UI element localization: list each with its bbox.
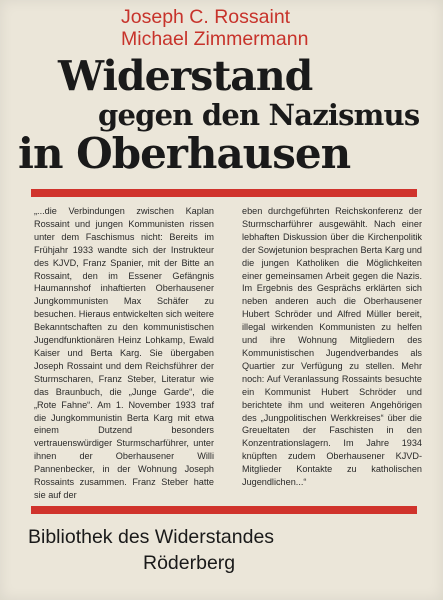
title-line-1: Widerstand (58, 52, 313, 100)
excerpt-left-column: „...die Verbindungen zwischen Kaplan Rossaint und jungen Kommunisten rissen unter dem Faschismus nicht: Bereits im Frühjahr 1933 wandte sich der Instrukteur des KJVD, Franz Spanier, mit der Bitte an Rossaint, den im Essener Gefängnis Haumannshof inhaftierten Oberhausener Jungkommunisten Max Schäfer zu besuchen. Hieraus entwickelten sich weitere Bekanntschaften zu den kommunistischen Jugendfunktionären Heinz Lohkamp, Ewald Kaiser und Berta Karg. Sie übergaben Joseph Rossaint und dem Reichsführer der Sturmscharen, Franz Steber, Literatur wie das Braunbuch, die „Junge Garde“, die „Rote Fahne“. Am 1. November 1933 traf die Jungkommunistin Berta Karg mit etwa einem Dutzend besonders vertrauenswürdiger Sturmscharführer, unter ihnen der Oberhausener Willi Pannenbecker, in der Wohnung Joseph Rossaints zusammen. Franz Steber hatte sie auf der (34, 206, 214, 500)
excerpt-right-column: eben durchgeführten Reichskonferenz der Sturmscharführer ausgewählt. Nach einer lebhaften Diskussion über die Kirchenpolitik der Sowjetunion besprachen Berta Karg und die jungen Katholiken die Möglichkeiten einer gemeinsamen Arbeit gegen die Nazis. Im Ergebnis des Gesprächs erklärten sich neben anderen auch die Oberhausener Hubert Schröder und Alfred Müller bereit, illegal wirkenden Kommunisten zu helfen und ihre Wohnung Mitgliedern des Kommunistischen Jugendverbandes als Quartier zur Verfügung zu stellen. Mehr noch: Auf Veranlassung Rossaints besuchte ein Kommunist Hubert Schröder und berichtete ihm und weiteren Angehörigen des „Jungpolitischen Werkkreises“ über die Greueltaten der Faschisten in den Konzentrationslagern. Im Jahre 1934 knüpften zudem Oberhausener KJVD-Mitglieder Kontakte zu katholischen Jugendlichen...“ (242, 206, 422, 488)
authors (121, 6, 421, 50)
red-rule-bottom (31, 506, 417, 514)
red-rule-top (31, 189, 417, 197)
author-name: Michael Zimmermann (121, 28, 309, 50)
publisher-name: Röderberg (143, 552, 236, 574)
title-line-3: in Oberhausen (18, 129, 351, 178)
author-name: Joseph C. Rossaint (121, 6, 291, 28)
title-line-2: gegen den Nazismus (98, 98, 420, 132)
series-name: Bibliothek des Widerstandes (28, 526, 275, 548)
